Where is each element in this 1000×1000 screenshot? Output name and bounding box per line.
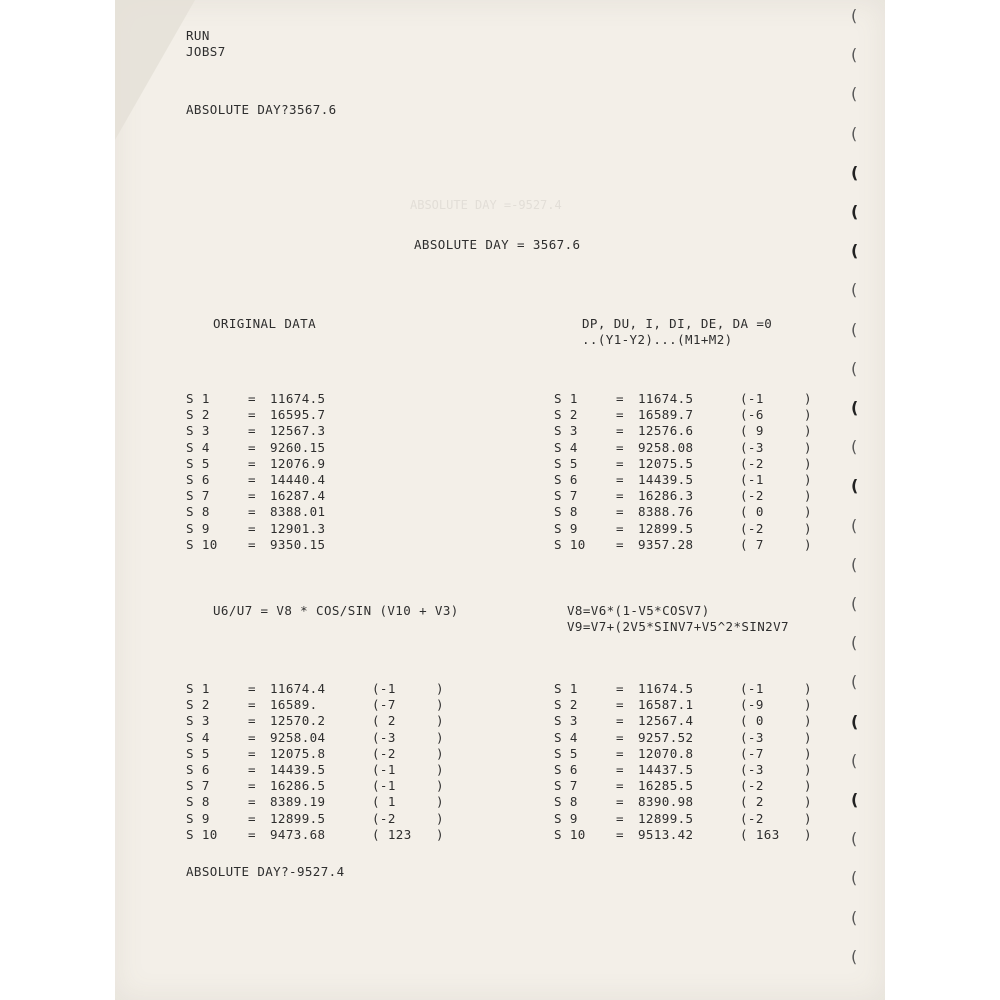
perturbation-title-line2: ..(Y1-Y2)...(M1+M2): [582, 332, 733, 347]
job-name: JOBS7: [186, 44, 226, 59]
table-row: [186, 504, 486, 520]
series-label: S 10: [554, 536, 586, 552]
table-row: [186, 423, 486, 439]
perturbation-title-line1: DP, DU, I, DI, DE, DA =0: [582, 316, 773, 331]
table-row: [554, 504, 854, 520]
value-cell: 16285.5: [638, 778, 694, 794]
value-cell: 8389.19: [270, 794, 326, 810]
delta-cell: (-2: [740, 520, 764, 536]
series-label: S 7: [554, 778, 578, 794]
table-row: [554, 827, 854, 843]
folded-corner: [115, 0, 195, 140]
value-cell: 11674.5: [638, 681, 694, 696]
series-label: S 5: [186, 455, 210, 471]
table-row: [554, 391, 854, 407]
value-cell: 12567.3: [270, 423, 326, 439]
table-row: [186, 681, 486, 697]
equals-sign: =: [616, 407, 624, 423]
delta-cell: (-1: [740, 681, 764, 696]
equals-sign: =: [616, 391, 624, 406]
delta-close: ): [804, 778, 812, 794]
delta-cell: (-1: [372, 681, 396, 696]
equals-sign: =: [248, 391, 256, 406]
delta-cell: ( 9: [740, 423, 764, 439]
series-label: S 1: [186, 681, 210, 696]
value-cell: 12899.5: [638, 520, 694, 536]
series-label: S 3: [186, 423, 210, 439]
delta-cell: (-2: [740, 810, 764, 826]
delta-close: ): [436, 761, 444, 777]
perforation-hole-icon: (: [851, 672, 858, 692]
delta-close: ): [436, 729, 444, 745]
delta-cell: (-2: [372, 810, 396, 826]
equals-sign: =: [616, 504, 624, 520]
series-label: S 1: [554, 681, 578, 696]
equals-sign: =: [616, 455, 624, 471]
delta-close: ): [804, 713, 812, 729]
equals-sign: =: [248, 423, 256, 439]
table-row: [186, 827, 486, 843]
series-label: S 10: [186, 826, 218, 842]
value-cell: 14439.5: [270, 761, 326, 777]
series-label: S 3: [186, 713, 210, 729]
equals-sign: =: [248, 697, 256, 713]
delta-cell: (-2: [740, 778, 764, 794]
table-row: [186, 730, 486, 746]
perforation-hole-icon: (: [851, 398, 859, 417]
delta-cell: (-3: [372, 729, 396, 745]
perforation-hole-icon: (: [851, 554, 858, 574]
delta-cell: ( 163: [740, 826, 780, 842]
series-label: S 4: [186, 729, 210, 745]
table-row: [554, 440, 854, 456]
value-cell: 12901.3: [270, 520, 326, 536]
equals-sign: =: [248, 745, 256, 761]
value-cell: 16595.7: [270, 407, 326, 423]
delta-cell: ( 2: [740, 794, 764, 810]
perforation-hole-icon: (: [851, 84, 858, 104]
value-cell: 16287.4: [270, 488, 326, 504]
perforation-hole-icon: (: [851, 123, 858, 143]
value-cell: 9513.42: [638, 826, 694, 842]
formula-v9-title: V9=V7+(2V5*SINV7+V5^2*SIN2V7: [567, 619, 789, 634]
perforation-hole-icon: (: [851, 6, 858, 25]
series-label: S 2: [186, 697, 210, 713]
series-label: S 2: [554, 697, 578, 713]
perforation-hole-icon: (: [851, 162, 859, 182]
perforation-hole-icon: (: [851, 594, 858, 613]
delta-close: ): [804, 697, 812, 713]
value-cell: 12899.5: [270, 810, 326, 826]
series-label: S 8: [186, 504, 210, 520]
table-row: [186, 811, 486, 827]
equals-sign: =: [248, 778, 256, 794]
delta-cell: (-1: [372, 778, 396, 794]
series-label: S 4: [554, 729, 578, 745]
perforation-hole-icon: (: [851, 241, 859, 261]
value-cell: 9350.15: [270, 536, 326, 552]
value-cell: 12576.6: [638, 423, 694, 439]
table-row: [554, 472, 854, 488]
table-row: [186, 746, 486, 762]
equals-sign: =: [616, 520, 624, 536]
series-label: S 7: [186, 778, 210, 794]
value-cell: 9357.28: [638, 536, 694, 552]
perforation-hole-icon: (: [851, 280, 858, 300]
delta-close: ): [804, 794, 812, 810]
original-data-table: [186, 391, 486, 553]
perforation-hole-icon: (: [851, 358, 858, 378]
delta-close: ): [436, 810, 444, 826]
delta-cell: ( 123: [372, 826, 412, 842]
table-row: [186, 762, 486, 778]
delta-cell: (-2: [740, 488, 764, 504]
delta-cell: (-7: [372, 697, 396, 713]
delta-cell: (-9: [740, 697, 764, 713]
value-cell: 12075.8: [270, 745, 326, 761]
delta-close: ): [804, 826, 812, 842]
table-row: [186, 391, 486, 407]
equals-sign: =: [616, 439, 624, 455]
equals-sign: =: [616, 697, 624, 713]
equals-sign: =: [616, 536, 624, 552]
equals-sign: =: [616, 488, 624, 504]
series-label: S 5: [554, 745, 578, 761]
delta-cell: (-3: [740, 761, 764, 777]
equals-sign: =: [248, 713, 256, 729]
series-label: S 10: [554, 826, 586, 842]
value-cell: 9257.52: [638, 729, 694, 745]
value-cell: 16286.5: [270, 778, 326, 794]
delta-cell: (-7: [740, 745, 764, 761]
formula-cos-sin-title: U6/U7 = V8 * COS/SIN (V10 + V3): [213, 603, 459, 618]
value-cell: 11674.4: [270, 681, 326, 696]
equals-sign: =: [248, 826, 256, 842]
table-row: [554, 681, 854, 697]
series-label: S 8: [186, 794, 210, 810]
table-row: [554, 537, 854, 553]
absolute-day-prompt-final: ABSOLUTE DAY?-9527.4: [186, 864, 345, 879]
perforation-hole-icon: (: [851, 946, 858, 966]
value-cell: 9258.08: [638, 439, 694, 455]
table-row: [554, 746, 854, 762]
value-cell: 12070.8: [638, 745, 694, 761]
series-label: S 5: [186, 745, 210, 761]
equals-sign: =: [616, 471, 624, 487]
series-label: S 9: [186, 810, 210, 826]
equals-sign: =: [616, 794, 624, 810]
series-label: S 4: [186, 439, 210, 455]
equals-sign: =: [616, 729, 624, 745]
absolute-day-heading: ABSOLUTE DAY = 3567.6: [414, 237, 581, 252]
value-cell: 8388.01: [270, 504, 326, 520]
value-cell: 16589.7: [638, 407, 694, 423]
v8-v9-result-table: [554, 681, 854, 843]
delta-cell: ( 2: [372, 713, 396, 729]
value-cell: 12075.5: [638, 455, 694, 471]
table-row: [186, 697, 486, 713]
series-label: S 7: [186, 488, 210, 504]
value-cell: 11674.5: [270, 391, 326, 406]
value-cell: 11674.5: [638, 391, 694, 406]
series-label: S 10: [186, 536, 218, 552]
table-row: [554, 762, 854, 778]
perforation-hole-icon: (: [851, 790, 859, 809]
series-label: S 7: [554, 488, 578, 504]
series-label: S 2: [186, 407, 210, 423]
value-cell: 16286.3: [638, 488, 694, 504]
table-row: [554, 521, 854, 537]
series-label: S 1: [554, 391, 578, 406]
equals-sign: =: [248, 455, 256, 471]
delta-close: ): [436, 794, 444, 810]
delta-close: ): [804, 745, 812, 761]
perforation-hole-icon: (: [851, 515, 858, 535]
table-row: [554, 778, 854, 794]
delta-close: ): [804, 504, 812, 520]
perforation-hole-icon: (: [851, 750, 858, 770]
equals-sign: =: [248, 504, 256, 520]
table-row: [186, 488, 486, 504]
perforation-hole-icon: (: [851, 829, 858, 849]
value-cell: 9473.68: [270, 826, 326, 842]
equals-sign: =: [248, 729, 256, 745]
delta-cell: (-2: [740, 455, 764, 471]
formula-v8-title: V8=V6*(1-V5*COSV7): [567, 603, 710, 618]
equals-sign: =: [248, 471, 256, 487]
series-label: S 4: [554, 439, 578, 455]
value-cell: 8388.76: [638, 504, 694, 520]
series-label: S 1: [186, 391, 210, 406]
delta-close: ): [804, 471, 812, 487]
equals-sign: =: [248, 536, 256, 552]
perforation-hole-icon: (: [851, 907, 858, 927]
value-cell: 16587.1: [638, 697, 694, 713]
perturbed-data-table: [554, 391, 854, 553]
table-row: [186, 407, 486, 423]
series-label: S 9: [554, 520, 578, 536]
delta-close: ): [804, 391, 812, 406]
equals-sign: =: [248, 488, 256, 504]
perforation-hole-icon: (: [851, 476, 859, 496]
delta-close: ): [436, 778, 444, 794]
table-row: [554, 713, 854, 729]
table-row: [186, 521, 486, 537]
table-row: [186, 456, 486, 472]
delta-cell: (-1: [740, 391, 764, 406]
delta-close: ): [804, 536, 812, 552]
table-row: [186, 472, 486, 488]
table-row: [186, 440, 486, 456]
value-cell: 16589.: [270, 697, 318, 713]
equals-sign: =: [616, 778, 624, 794]
table-row: [186, 713, 486, 729]
series-label: S 6: [554, 761, 578, 777]
bleed-through-text: ABSOLUTE DAY =-9527.4: [410, 198, 562, 212]
perforation-hole-icon: (: [851, 202, 859, 221]
delta-close: ): [436, 681, 444, 696]
delta-close: ): [436, 745, 444, 761]
series-label: S 3: [554, 423, 578, 439]
series-label: S 3: [554, 713, 578, 729]
table-row: [186, 537, 486, 553]
equals-sign: =: [248, 794, 256, 810]
equals-sign: =: [248, 761, 256, 777]
equals-sign: =: [248, 407, 256, 423]
delta-cell: (-3: [740, 729, 764, 745]
delta-cell: (-3: [740, 439, 764, 455]
delta-close: ): [804, 407, 812, 423]
equals-sign: =: [616, 745, 624, 761]
delta-close: ): [804, 520, 812, 536]
equals-sign: =: [616, 761, 624, 777]
series-label: S 2: [554, 407, 578, 423]
series-label: S 9: [554, 810, 578, 826]
equals-sign: =: [248, 520, 256, 536]
value-cell: 12076.9: [270, 455, 326, 471]
delta-close: ): [804, 681, 812, 696]
delta-cell: (-1: [372, 761, 396, 777]
series-label: S 5: [554, 455, 578, 471]
delta-close: ): [436, 826, 444, 842]
run-command: RUN: [186, 28, 210, 43]
perforation-hole-icon: (: [851, 711, 859, 731]
series-label: S 6: [186, 761, 210, 777]
equals-sign: =: [248, 810, 256, 826]
perforation-hole-icon: (: [851, 319, 858, 339]
value-cell: 9260.15: [270, 439, 326, 455]
delta-close: ): [804, 810, 812, 826]
table-row: [554, 697, 854, 713]
table-row: [554, 423, 854, 439]
delta-close: ): [804, 488, 812, 504]
delta-close: ): [804, 439, 812, 455]
delta-close: ): [804, 729, 812, 745]
value-cell: 14437.5: [638, 761, 694, 777]
equals-sign: =: [248, 439, 256, 455]
perforation-hole-icon: (: [851, 45, 858, 65]
delta-close: ): [804, 423, 812, 439]
value-cell: 12899.5: [638, 810, 694, 826]
value-cell: 14440.4: [270, 471, 326, 487]
table-row: [554, 794, 854, 810]
equals-sign: =: [616, 810, 624, 826]
perforation-hole-icon: (: [851, 633, 858, 653]
table-row: [186, 778, 486, 794]
equals-sign: =: [248, 681, 256, 696]
series-label: S 8: [554, 504, 578, 520]
delta-cell: (-2: [372, 745, 396, 761]
series-label: S 8: [554, 794, 578, 810]
value-cell: 12570.2: [270, 713, 326, 729]
delta-close: ): [804, 761, 812, 777]
value-cell: 14439.5: [638, 471, 694, 487]
equals-sign: =: [616, 423, 624, 439]
equals-sign: =: [616, 713, 624, 729]
value-cell: 12567.4: [638, 713, 694, 729]
perforation-hole-icon: (: [851, 437, 858, 457]
value-cell: 9258.04: [270, 729, 326, 745]
table-row: [186, 794, 486, 810]
delta-cell: ( 1: [372, 794, 396, 810]
delta-close: ): [436, 697, 444, 713]
delta-cell: ( 0: [740, 713, 764, 729]
table-row: [554, 488, 854, 504]
series-label: S 9: [186, 520, 210, 536]
series-label: S 6: [186, 471, 210, 487]
table-row: [554, 456, 854, 472]
series-label: S 6: [554, 471, 578, 487]
value-cell: 8390.98: [638, 794, 694, 810]
cos-sin-result-table: [186, 681, 486, 843]
table-row: [554, 811, 854, 827]
absolute-day-prompt: ABSOLUTE DAY?3567.6: [186, 102, 337, 117]
perforation-hole-icon: (: [851, 868, 858, 888]
equals-sign: =: [616, 826, 624, 842]
delta-cell: (-1: [740, 471, 764, 487]
delta-close: ): [436, 713, 444, 729]
table-row: [554, 730, 854, 746]
equals-sign: =: [616, 681, 624, 696]
original-data-title: ORIGINAL DATA: [213, 316, 317, 331]
delta-close: ): [804, 455, 812, 471]
delta-cell: (-6: [740, 407, 764, 423]
table-row: [554, 407, 854, 423]
delta-cell: ( 7: [740, 536, 764, 552]
delta-cell: ( 0: [740, 504, 764, 520]
